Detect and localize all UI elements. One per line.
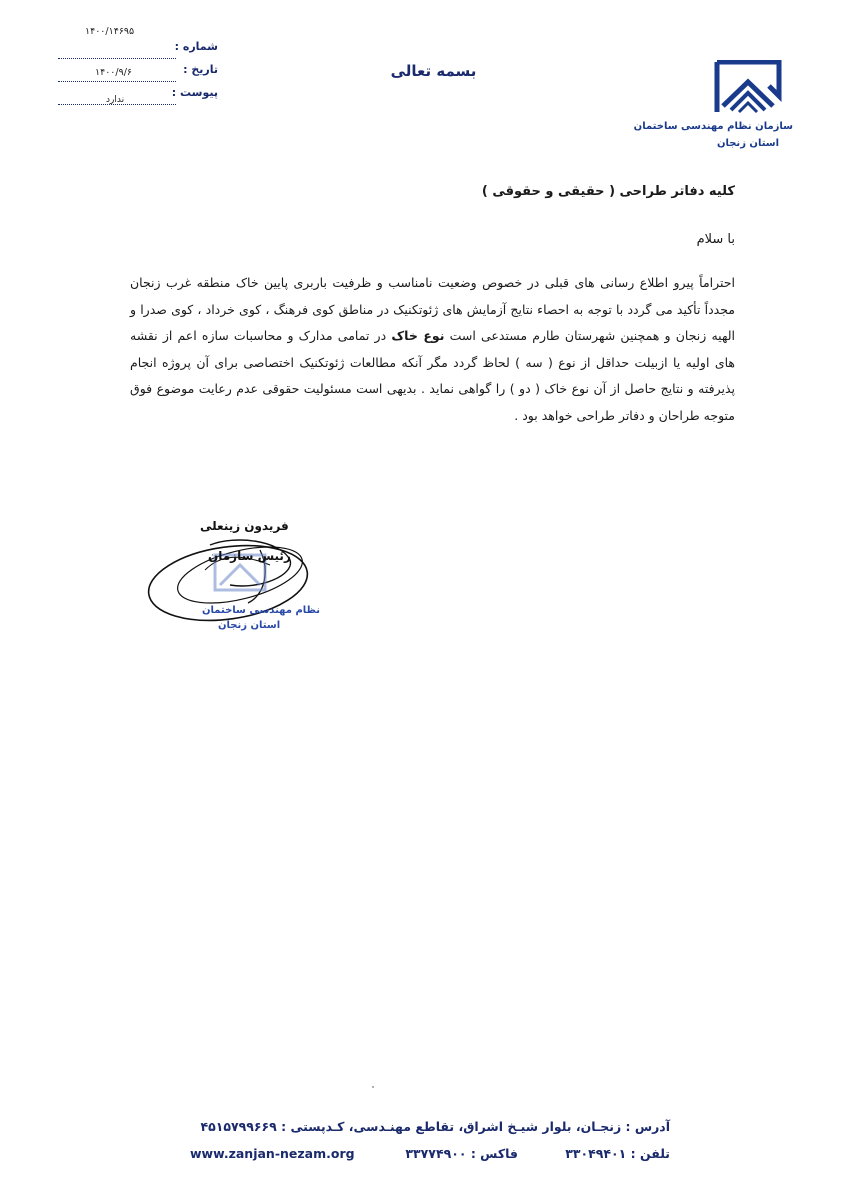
footer-fax: فاکس : ۳۳۷۷۴۹۰۰ (405, 1146, 518, 1161)
date-label: تاریخ : (183, 63, 218, 76)
paragraph-part2: در تمامی مدارک و محاسبات سازه اعم از نقشه های اولیه یا ازبیلت حداقل از نوع ( سه ) لحاظ گردد مگر آنکه مطالعات ژئوتکنیک اختصاصی برای آن پروژه انجام پذیرفته و نتایج حاصل از آن نوع خاک ( دو ) را گواهی نماید . بدیهی است مسئولیت حقوقی عدم رعایت موضوع فوق متوجه طراحان و دفاتر طراحی خواهد بود . (130, 328, 735, 423)
signature-stamp-icon (140, 515, 330, 665)
paragraph-bold: نوع خاک (391, 328, 445, 343)
body-paragraph (130, 270, 735, 429)
signature-block (140, 515, 330, 665)
attachment-value: ندارد (106, 95, 125, 105)
attachment-label: پیوست : (171, 86, 218, 99)
footer-website[interactable]: www.zanjan-nezam.org (190, 1146, 355, 1161)
paragraph-part1: احتراماً پیرو اطلاع رسانی های قبلی در خصوص وضعیت نامناسب و ظرفیت باربری پایین خاک منطقه غرب زنجان مجدداً تأکید می گردد با توجه به احصاء نتایج آزمایش های ژئوتکنیک در مناطق کوی فرهنگ ، کوی خرداد ، کوی صدرا و الهیه زنجان و همچنین شهرستان طارم مستدعی است (130, 275, 735, 343)
org-name: سازمان نظام مهندسی ساختمان (633, 121, 793, 132)
attachment-row (58, 86, 218, 109)
number-value: ۱۴۰۰/۱۴۶۹۵ (85, 26, 135, 37)
number-row (58, 26, 218, 63)
footer-address: آدرس : زنجـان، بلوار شیـخ اشراق، تقاطع مهنـدسی، کـدپستی : ۴۵۱۵۷۹۹۶۶۹ (200, 1119, 670, 1134)
recipient: کلیه دفاتر طراحی ( حقیقی و حقوقی ) (481, 184, 735, 199)
date-value: ۱۴۰۰/۹/۶ (95, 67, 133, 78)
stamp-province: استان زنجان (218, 620, 281, 631)
org-logo (633, 60, 793, 149)
footer-phone: تلفن : ۳۳۰۴۹۴۰۱ (565, 1146, 670, 1161)
number-label: شماره : (174, 40, 218, 53)
signer-name: فریدون زینعلی (200, 519, 289, 533)
signer-title: رئیس سازمان (208, 549, 291, 563)
building-icon (713, 60, 783, 115)
greeting: با سلام (696, 232, 735, 247)
stamp-org: نظام مهندسی ساختمان (202, 605, 321, 616)
page-title: بسمه تعالی (390, 62, 477, 80)
org-province: استان زنجان (716, 138, 780, 149)
